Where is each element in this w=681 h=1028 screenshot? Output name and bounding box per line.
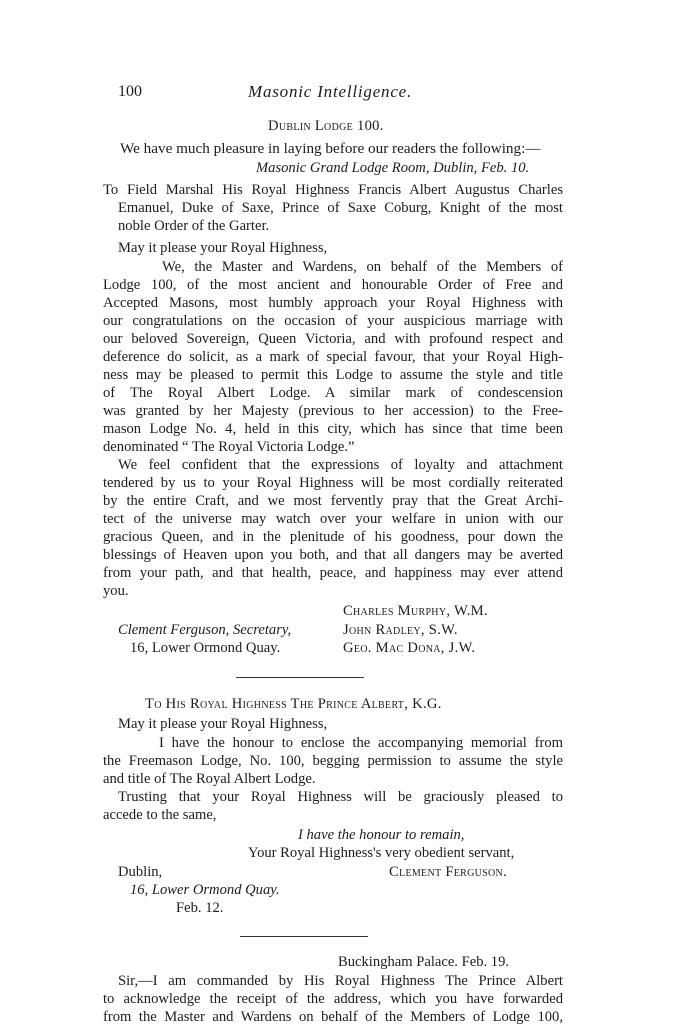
reply-line: from the Master and Wardens on behalf of the Members of Lodge 100, [103,1009,563,1025]
signatory-wm: Charles Murphy, W.M. [343,603,488,619]
memorial-line: mason Lodge No. 4, held in this city, which has since that time been [103,421,563,437]
memorial-line: tect of the universe may watch over your welfare in union with our [103,511,563,527]
letter-line: Trusting that your Royal Highness will be graciously pleased to [118,789,563,805]
memorial-line: our congratulations on the occasion of your auspicious marriage with [103,313,563,329]
address-line: noble Order of the Garter. [118,218,270,234]
closing-line: Your Royal Highness's very obedient servant, [248,845,515,861]
signatory-sw: John Radley, S.W. [343,622,458,638]
letter-place: Dublin, [118,864,163,880]
section-divider [236,677,364,678]
memorial-line: ness may be pleased to permit this Lodge to assume the style and title [103,367,563,383]
letter-date: Feb. 12. [176,900,224,916]
memorial-line: by the entire Craft, and we most fervently pray that the Great Archi- [103,493,563,509]
closing-line: I have the honour to remain, [298,827,465,843]
memorial-line: you. [103,583,129,599]
intro-line: We have much pleasure in laying before our readers the following:— [120,140,541,157]
secretary-name: Clement Ferguson, Secretary, [118,622,292,638]
memorial-line: Accepted Masons, most humbly approach your Royal Highness with [103,295,563,311]
letter-line: I have the honour to enclose the accompanying memorial from [159,735,563,751]
secretary-address: 16, Lower Ormond Quay. [130,640,281,656]
signatory-jw: Geo. Mac Dona, J.W. [343,640,476,656]
memorial-line: Lodge 100, of the most ancient and honourable Order of Free and [103,277,563,293]
memorial-line: We, the Master and Wardens, on behalf of the Members of [162,259,563,275]
memorial-line: tendered by us to your Royal Highness will be most cordially reiterated [103,475,563,491]
letter-signature: Clement Ferguson. [389,864,508,880]
address-line: Emanuel, Duke of Saxe, Prince of Saxe Coburg, Knight of the most [118,200,563,216]
address-line: To Field Marshal His Royal Highness Francis Albert Augustus Charles [103,182,563,198]
memorial-line: denominated “ The Royal Victoria Lodge.” [103,439,355,455]
page-number: 100 [118,83,142,100]
letter-line: the Freemason Lodge, No. 100, begging permission to assume the style [103,753,563,769]
memorial-line: of The Royal Albert Lodge. A similar mark of condescension [103,385,563,401]
salutation: May it please your Royal Highness, [118,716,328,732]
memorial-line: gracious Queen, and in the plenitude of his goodness, pour down the [103,529,563,545]
memorial-line: deference do solicit, as a mark of special favour, that your Royal High- [103,349,563,365]
salutation: May it please your Royal Highness, [118,240,328,256]
lodge-heading: Dublin Lodge 100. [268,118,384,134]
memorial-line: blessings of Heaven upon you both, and that all dangers may be averted [103,547,563,563]
letter-heading: To His Royal Highness The Prince Albert, K.G. [145,696,442,712]
letter-address: 16, Lower Ormond Quay. [130,882,280,898]
running-title: Masonic Intelligence. [248,82,413,101]
reply-place-date: Buckingham Palace. Feb. 19. [338,954,510,970]
letter-line: accede to the same, [103,807,217,823]
memorial-line: We feel confident that the expressions of loyalty and attachment [118,457,563,473]
section-divider [240,936,368,937]
reply-line: to acknowledge the receipt of the address, which you have forwarded [103,991,563,1007]
memorial-line: from your path, and that health, peace, and happiness may ever attend [103,565,563,581]
letter-line: and title of The Royal Albert Lodge. [103,771,316,787]
memorial-line: was granted by her Majesty (previous to her accession) to the Free- [103,403,563,419]
meeting-place-date: Masonic Grand Lodge Room, Dublin, Feb. 10. [256,160,530,176]
memorial-line: our beloved Sovereign, Queen Victoria, and with profound respect and [103,331,563,347]
reply-line: Sir,—I am commanded by His Royal Highness The Prince Albert [118,973,563,989]
